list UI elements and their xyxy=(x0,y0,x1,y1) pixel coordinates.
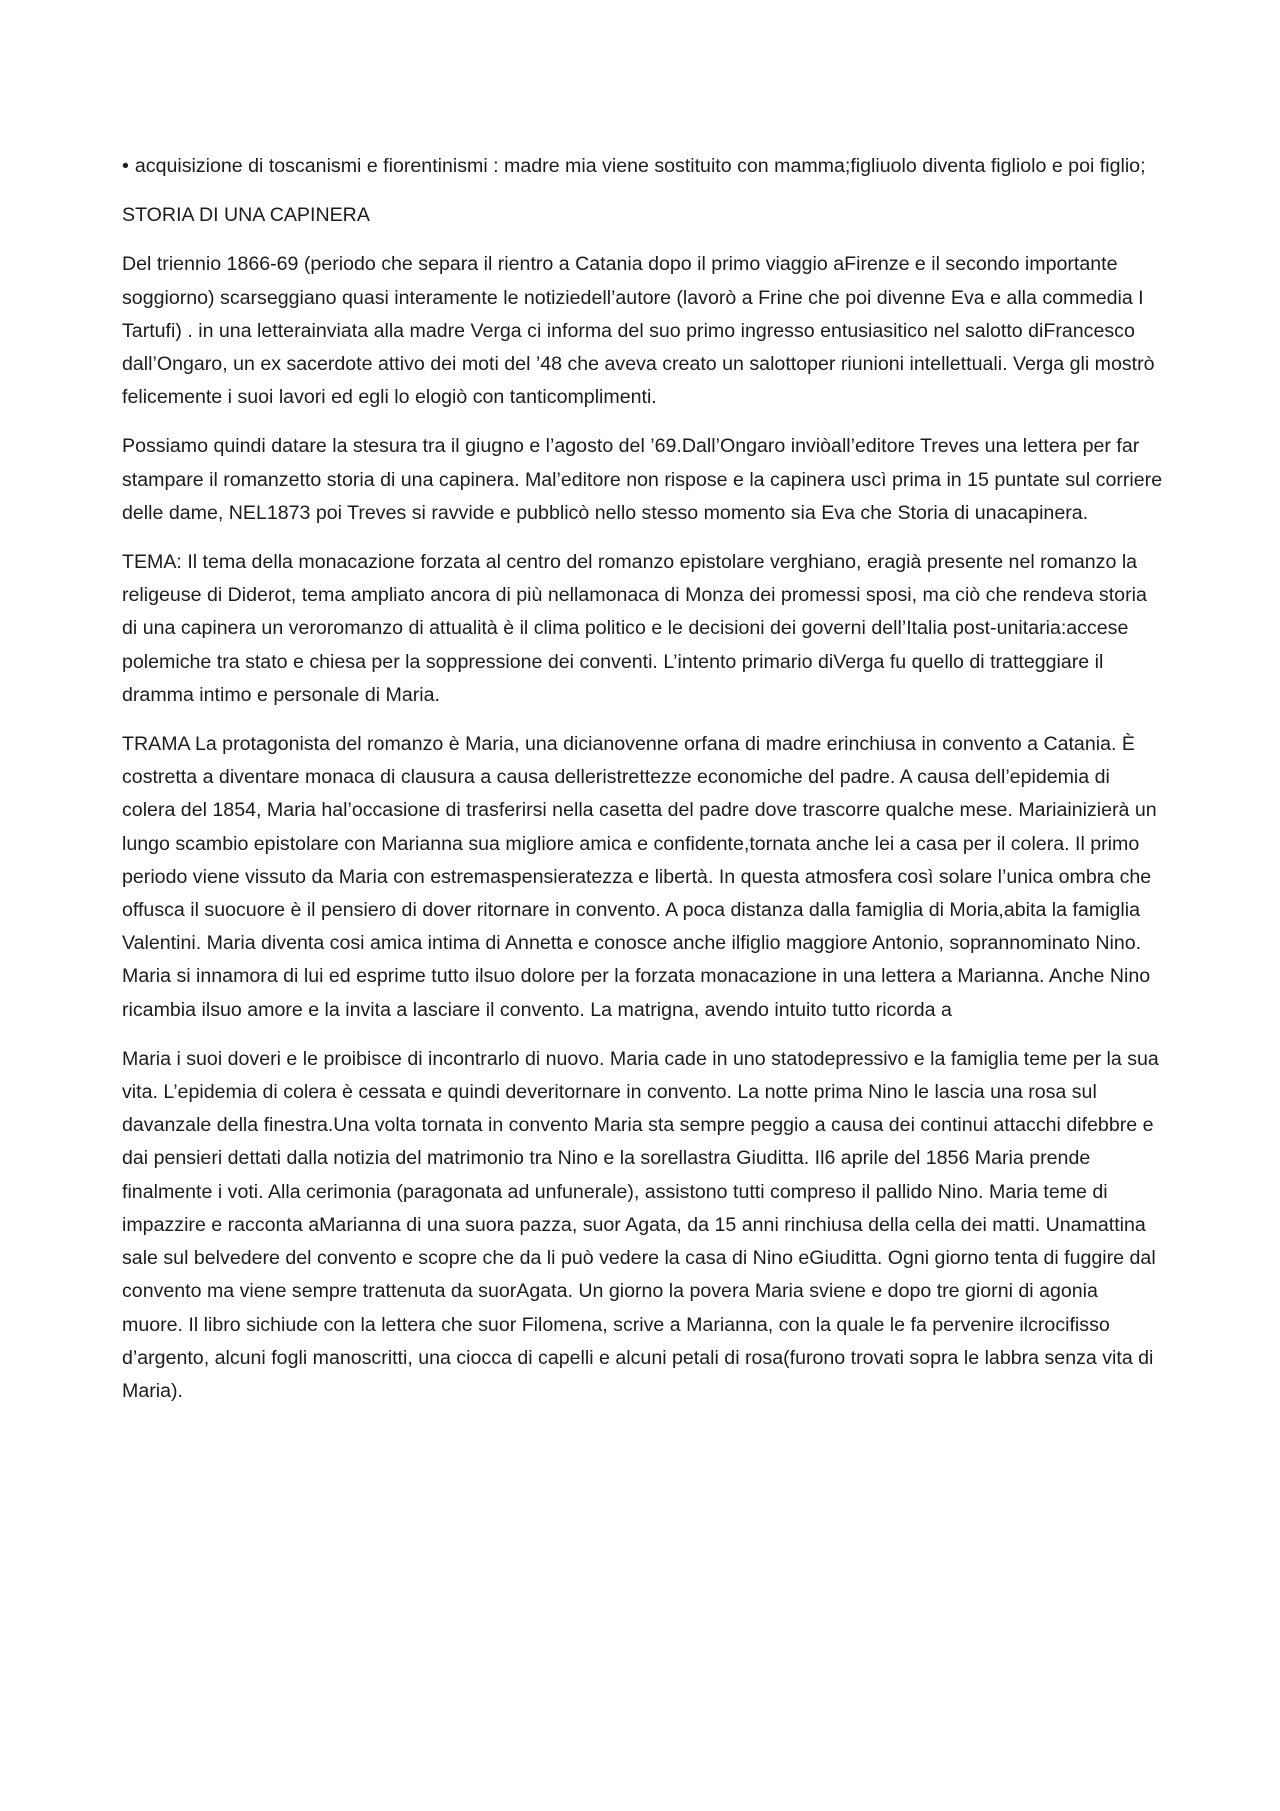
paragraph-tema: TEMA: Il tema della monacazione forzata al centro del romanzo epistolare verghiano, eragià presente nel romanzo la religeuse di Diderot, tema ampliato ancora di più nellamonaca di Monza dei promessi sposi, ma ciò che rendeva storia di una capinera un veroromanzo di attualità è il clima politico e le decisioni dei governi dell’Italia post-unitaria:accese polemiche tra stato e chiesa per la soppressione dei conventi. L’intento primario diVerga fu quello di tratteggiare il dramma intimo e personale di Maria. xyxy=(122,551,1147,706)
paragraph-intro: Del triennio 1866-69 (periodo che separa il rientro a Catania dopo il primo viaggio aFirenze e il secondo importante soggiorno) scarseggiano quasi interamente le notiziedell’autore (lavorò a Frine che poi divenne Eva e alla commedia I Tartufi) . in una letterainviata alla madre Verga ci informa del suo primo ingresso entusiasitico nel salotto diFrancesco dall’Ongaro, un ex sacerdote attivo dei moti del ’48 che aveva creato un salottoper riunioni intellettuali. Verga gli mostrò felicemente i suoi lavori ed egli lo elogiò con tanticomplimenti. xyxy=(122,253,1155,409)
section-heading: STORIA DI UNA CAPINERA xyxy=(122,204,370,227)
paragraph-stesura: Possiamo quindi datare la stesura tra il giugno e l’agosto del ’69.Dall’Ongaro inviòall’editore Treves una lettera per far stampare il romanzetto storia di una capinera. Mal’editore non rispose e la capinera uscì prima in 15 puntate sul corriere delle dame, NEL1873 poi Treves si ravvide e pubblicò nello stesso momento sia Eva che Storia di unacapinera. xyxy=(122,435,1163,524)
paragraph-trama-continued: Maria i suoi doveri e le proibisce di incontrarlo di nuovo. Maria cade in uno statodepressivo e la famiglia teme per la sua vita. L’epidemia di colera è cessata e quindi deveritornare in convento. La notte prima Nino le lascia una rosa sul davanzale della finestra.Una volta tornata in convento Maria sta sempre peggio a causa dei continui attacchi difebbre e dai pensieri dettati dalla notizia del matrimonio tra Nino e la sorellastra Giuditta. Il6 aprile del 1856 Maria prende finalmente i voti. Alla cerimonia (paragonata ad unfunerale), assistono tutti compreso il pallido Nino. Maria teme di impazzire e racconta aMarianna di una suora pazza, suor Agata, da 15 anni rinchiusa della cella dei matti. Unamattina sale sul belvedere del convento e scopre che da li può vedere la casa di Nino eGiuditta. Ogni giorno tenta di fuggire dal convento ma viene sempre trattenuta da suorAgata. Un giorno la povera Maria sviene e dopo tre giorni di agonia muore. Il libro sichiude con la lettera che suor Filomena, scrive a Marianna, con la quale le fa pervenire ilcrocifisso d’argento, alcuni fogli manoscritti, una ciocca di capelli e alcuni petali di rosa(furono trovati sopra le labbra senza vita di Maria). xyxy=(122,1047,1159,1402)
bullet-item xyxy=(122,150,1164,183)
bullet-text: acquisizione di toscanismi e fiorentinismi : madre mia viene sostituito con mamma;figliuolo diventa figliolo e poi figlio; xyxy=(134,155,1146,177)
bullet-icon: • xyxy=(122,155,129,177)
paragraph-trama: TRAMA La protagonista del romanzo è Maria, una dicianovenne orfana di madre erinchiusa in convento a Catania. È costretta a diventare monaca di clausura a causa delleristrettezze economiche del padre. A causa dell’epidemia di colera del 1854, Maria hal’occasione di trasferirsi nella casetta del padre dove trascorre qualche mese. Mariainizierà un lungo scambio epistolare con Marianna sua migliore amica e confidente,tornata anche lei a casa per il colera. Il primo periodo viene vissuto da Maria con estremaspensieratezza e libertà. In questa atmosfera così solare l’unica ombra che offusca il suocuore è il pensiero di dover ritornare in convento. A poca distanza dalla famiglia di Moria,abita la famiglia Valentini. Maria diventa cosi amica intima di Annetta e conosce anche ilfiglio maggiore Antonio, soprannominato Nino. Maria si innamora di lui ed esprime tutto ilsuo dolore per la forzata monacazione in una lettera a Marianna. Anche Nino ricambia ilsuo amore e la invita a lasciare il convento. La matrigna, avendo intuito tutto ricorda a xyxy=(122,733,1157,1021)
